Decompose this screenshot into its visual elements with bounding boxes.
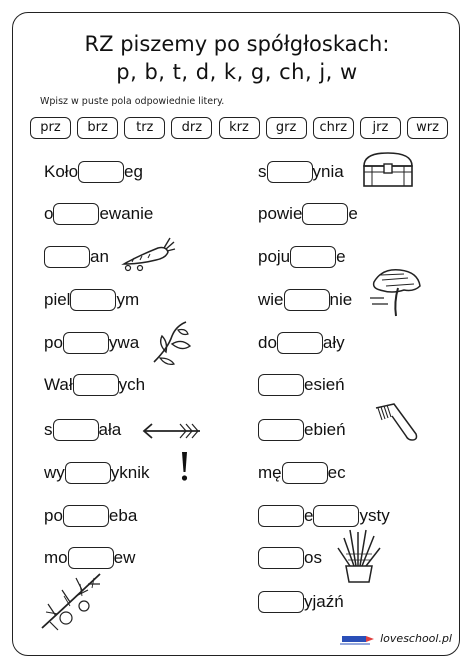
word-before: Wał bbox=[44, 375, 73, 394]
answer-box[interactable] bbox=[53, 419, 99, 441]
word-before: wie bbox=[258, 290, 284, 309]
word-after: ała bbox=[98, 420, 122, 439]
vine-icon bbox=[150, 318, 196, 368]
exercise-right-10 bbox=[258, 546, 322, 570]
word-after: ewanie bbox=[99, 204, 154, 223]
answer-box[interactable] bbox=[78, 161, 124, 183]
exercise-right-3 bbox=[258, 245, 346, 269]
carrot-icon bbox=[118, 234, 176, 274]
exercise-right-8 bbox=[258, 461, 346, 485]
word-before: piel bbox=[44, 290, 71, 309]
fir-branch-icon bbox=[36, 566, 110, 632]
exercise-left-5 bbox=[44, 331, 139, 355]
word-before: s bbox=[258, 162, 267, 181]
exercise-right-4 bbox=[258, 288, 352, 312]
word-after: esień bbox=[304, 375, 345, 394]
word-before: wy bbox=[44, 463, 65, 482]
word-before: mę bbox=[258, 463, 282, 482]
chip-drz[interactable]: drz bbox=[171, 117, 212, 139]
word-before: s bbox=[44, 420, 53, 439]
word-after: os bbox=[304, 548, 322, 567]
answer-box[interactable] bbox=[73, 374, 119, 396]
word-after-2: ysty bbox=[359, 506, 390, 525]
word-before: mo bbox=[44, 548, 68, 567]
answer-box[interactable] bbox=[258, 505, 304, 527]
word-after: eg bbox=[124, 162, 143, 181]
chip-grz[interactable]: grz bbox=[266, 117, 307, 139]
answer-box[interactable] bbox=[65, 462, 111, 484]
exercise-left-8 bbox=[44, 461, 150, 485]
word-before: po bbox=[44, 506, 63, 525]
word-after: e bbox=[336, 247, 346, 266]
word-after: ebień bbox=[304, 420, 346, 439]
chip-brz[interactable]: brz bbox=[77, 117, 118, 139]
chest-icon bbox=[360, 150, 416, 190]
chip-krz[interactable]: krz bbox=[219, 117, 260, 139]
answer-box[interactable] bbox=[258, 547, 304, 569]
word-after: yknik bbox=[110, 463, 150, 482]
exercise-left-7 bbox=[44, 418, 121, 442]
answer-box[interactable] bbox=[284, 289, 330, 311]
comb-icon bbox=[372, 400, 422, 444]
instruction-text: Wpisz w puste pola odpowiednie litery. bbox=[40, 96, 225, 107]
word-after: nie bbox=[329, 290, 353, 309]
arrow-icon bbox=[140, 420, 204, 442]
answer-box[interactable] bbox=[267, 161, 313, 183]
answer-box[interactable] bbox=[63, 505, 109, 527]
word-after: ynia bbox=[312, 162, 344, 181]
letter-chips bbox=[30, 117, 448, 141]
pencil-logo-icon bbox=[340, 633, 376, 645]
exercise-left-9 bbox=[44, 504, 137, 528]
answer-box[interactable] bbox=[63, 332, 109, 354]
potted-plant-icon bbox=[334, 526, 384, 584]
word-before: Koło bbox=[44, 162, 79, 181]
wind-tree-icon bbox=[368, 262, 424, 318]
exercise-right-6 bbox=[258, 373, 345, 397]
exercise-right-7 bbox=[258, 418, 346, 442]
word-after: e bbox=[348, 204, 358, 223]
word-after: ym bbox=[116, 290, 140, 309]
exclamation-icon bbox=[176, 450, 192, 484]
page-title: RZ piszemy po spółgłoskach: bbox=[84, 32, 390, 56]
exercise-left-3 bbox=[44, 245, 109, 269]
chip-trz[interactable]: trz bbox=[124, 117, 165, 139]
word-after: eba bbox=[108, 506, 138, 525]
answer-box[interactable] bbox=[277, 332, 323, 354]
exercise-right-9 bbox=[258, 504, 390, 528]
word-after: ew bbox=[113, 548, 136, 567]
answer-box[interactable] bbox=[282, 462, 328, 484]
answer-box[interactable] bbox=[53, 203, 99, 225]
answer-box[interactable] bbox=[258, 419, 304, 441]
exercise-right-11 bbox=[258, 590, 344, 614]
answer-box-2[interactable] bbox=[313, 505, 359, 527]
exercise-right-5 bbox=[258, 331, 345, 355]
word-after: ych bbox=[118, 375, 146, 394]
exercise-left-4 bbox=[44, 288, 139, 312]
page-subtitle: p, b, t, d, k, g, ch, j, w bbox=[116, 60, 358, 84]
exercise-right-1 bbox=[258, 160, 344, 184]
word-after: ec bbox=[327, 463, 346, 482]
exercise-left-2 bbox=[44, 202, 153, 226]
footer-brand bbox=[340, 632, 452, 645]
exercise-left-6 bbox=[44, 373, 145, 397]
word-after: yjaźń bbox=[304, 592, 344, 611]
word-before: do bbox=[258, 333, 277, 352]
answer-box[interactable] bbox=[290, 246, 336, 268]
word-before: poju bbox=[258, 247, 291, 266]
exercise-right-2 bbox=[258, 202, 358, 226]
word-after: ywa bbox=[108, 333, 140, 352]
answer-box[interactable] bbox=[44, 246, 90, 268]
answer-box[interactable] bbox=[70, 289, 116, 311]
exercise-left-1 bbox=[44, 160, 143, 184]
chip-chrz[interactable]: chrz bbox=[313, 117, 354, 139]
answer-box[interactable] bbox=[258, 591, 304, 613]
footer-text: loveschool.pl bbox=[380, 632, 452, 645]
chip-wrz[interactable]: wrz bbox=[407, 117, 448, 139]
chip-jrz[interactable]: jrz bbox=[360, 117, 401, 139]
word-before: o bbox=[44, 204, 54, 223]
word-before: po bbox=[44, 333, 63, 352]
word-after: e bbox=[304, 506, 314, 525]
word-after: ały bbox=[322, 333, 345, 352]
word-after: an bbox=[90, 247, 109, 266]
answer-box[interactable] bbox=[302, 203, 348, 225]
chip-prz[interactable]: prz bbox=[30, 117, 71, 139]
word-before: powie bbox=[258, 204, 303, 223]
answer-box[interactable] bbox=[258, 374, 304, 396]
